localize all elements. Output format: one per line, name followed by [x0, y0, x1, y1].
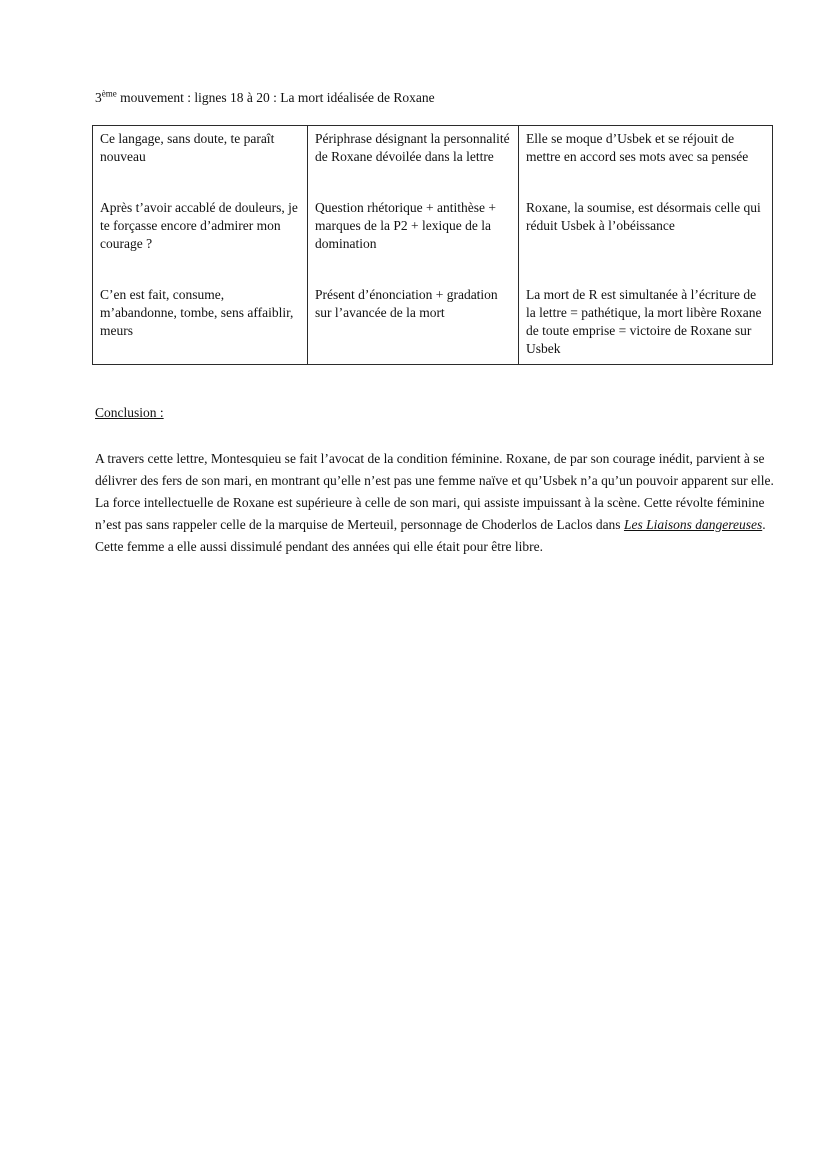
book-title: Les Liaisons dangereuses [623, 516, 763, 532]
analysis-cell: Périphrase désignant la personnalité de Roxane dévoilée dans la lettre [308, 126, 519, 195]
table-row [93, 195, 773, 282]
interpretation-cell: Roxane, la soumise, est désormais celle qui réduit Usbek à l’obéissance [519, 195, 773, 282]
conclusion-heading: Conclusion : [95, 404, 164, 420]
conclusion-text-after: . Cette femme a elle aussi dissimulé pendant des années qui elle était pour être libre. [95, 516, 766, 555]
analysis-cell: Question rhétorique + antithèse + marques de la P2 + lexique de la domination [308, 195, 519, 282]
quote-cell: C’en est fait, consume, m’abandonne, tombe, sens affaiblir, meurs [100, 286, 294, 338]
section-heading [95, 90, 772, 106]
section-heading-number: 3 [95, 90, 102, 105]
interpretation-cell: La mort de R est simultanée à l’écriture de la lettre = pathétique, la mort libère Roxane de toute emprise = victoire de Roxane sur Usbek [519, 282, 773, 364]
table-row [93, 282, 773, 364]
interpretation-cell: Elle se moque d’Usbek et se réjouit de mettre en accord ses mots avec sa pensée [519, 126, 773, 195]
quote-cell: Après t’avoir accablé de douleurs, je te forçasse encore d’admirer mon courage ? [100, 199, 298, 251]
analysis-table [92, 125, 773, 365]
section-heading-text: mouvement : lignes 18 à 20 : La mort idéalisée de Roxane [116, 90, 435, 105]
conclusion-paragraph [95, 448, 775, 559]
conclusion-text-before: A travers cette lettre, Montesquieu se fait l’avocat de la condition féminine. Roxane, de par son courage inédit, parvient à se délivrer des fers de son mari, en montrant qu’elle n’est pas une femme naïve et qu’Usbek n’a qu’un pouvoir apparent sur elle. La force intellectuelle de Roxane est supérieure à celle de son mari, qui assiste impuissant à la scène. Cette révolte féminine n’est pas sans rappeler celle de la marquise de Merteuil, personnage de Choderlos de Laclos dans [95, 450, 774, 532]
quote-cell: Ce langage, sans doute, te paraît nouveau [100, 131, 275, 164]
table-row [93, 126, 773, 195]
analysis-cell: Présent d’énonciation + gradation sur l’avancée de la mort [308, 282, 519, 364]
section-heading-ordinal-superscript: ème [101, 88, 117, 99]
